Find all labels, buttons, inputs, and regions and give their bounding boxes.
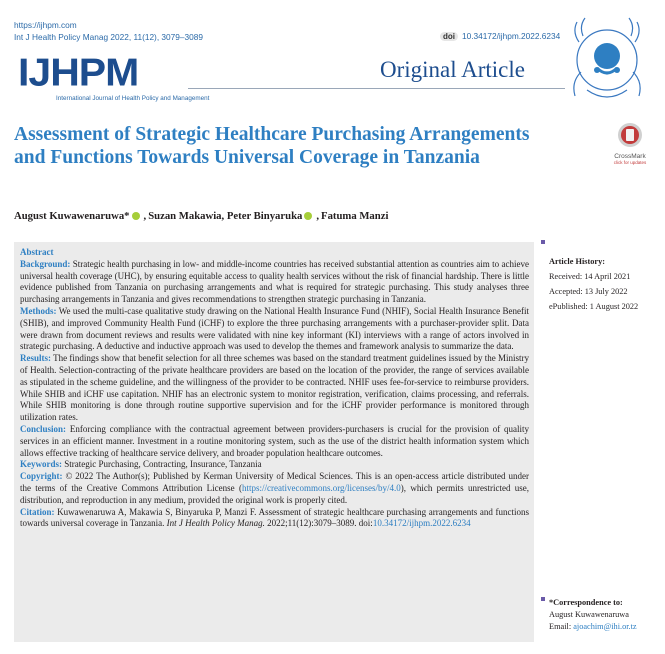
journal-url[interactable]: https://ijhpm.com	[14, 20, 77, 30]
journal-logo: IJHPM	[18, 50, 139, 94]
header-divider	[188, 88, 565, 89]
journal-emblem-icon	[557, 12, 657, 112]
correspondence-name: August Kuwawenaruwa	[549, 610, 629, 619]
methods-label: Methods:	[20, 305, 57, 316]
article-type: Original Article	[380, 57, 525, 82]
copyright-label: Copyright:	[20, 471, 63, 482]
doi-link[interactable]: 10.34172/ijhpm.2022.6234	[462, 31, 561, 41]
license-link[interactable]: https://creativecommons.org/licenses/by/4.0	[241, 482, 401, 493]
author-1: August Kuwawenaruwa*	[14, 210, 130, 222]
epublished-date: ePublished: 1 August 2022	[549, 302, 639, 311]
background-text: Strategic health purchasing in low- and middle-income countries has received substantial attention as countries aim to achieve universal health coverage (UHC), by ensuring equitable access to quality health services without the risk of financial hardship. There is little evidence published from Tanzania on purchasing arrangements and what is required for strategic purchasing. This study analyses three purchasing arrangements in Tanzania and gives recommendations to strengthen strategic purchasing in Tanzania.	[20, 258, 530, 305]
results-text: The findings show that benefit selection for all three schemes was based on the standard treatment guidelines issued by the Ministry of Health. Selection-contracting of the private healthcare providers are based on the location of the provider, the range of services available as stipulated in the scheme guideline, and the willingness of the provider to be contracted. NHIF uses fee-for-service to reimburse providers. While SHIB and iCHF use capitation. NHIF has an electronic system to monitor registration, verification, claims processing, and referrals. While SHIB monitoring is done through routine supportive supervision and for the iCHF provider performance is monitored through utilization rates.	[20, 353, 529, 423]
citation-text: Kuwawenaruwa A, Makawia S, Binyaruka P, Manzi F. Assessment of strategic healthcare purchasing arrangements and functions towards universal coverage in Tanzania.	[20, 506, 530, 529]
journal-citation-line: Int J Health Policy Manag 2022, 11(12), 3079–3089	[14, 32, 203, 42]
received-date: Received: 14 April 2021	[549, 272, 631, 281]
copyright-text: © 2022 The Author(s); Published by Kerman University of Medical Sciences. This is an open-access article distributed under the terms of the Creative Commons Attribution License (	[20, 471, 530, 493]
email-link[interactable]: ajoachim@ihi.or.tz	[573, 622, 637, 631]
correspondence-heading: *Correspondence to:	[549, 598, 623, 607]
email-label: Email:	[549, 622, 572, 631]
crossmark-icon	[617, 122, 643, 148]
abstract-heading: Abstract	[20, 247, 54, 257]
correspondence	[549, 597, 637, 633]
abstract	[20, 247, 529, 530]
background-label: Background:	[20, 258, 71, 269]
article-history	[549, 254, 638, 314]
history-marker	[541, 240, 545, 244]
doi-badge-icon: doi	[440, 32, 458, 41]
methods-text: We used the multi-case qualitative study drawing on the National Health Insurance Fund (NHIF), Social Health Insurance Benefit (SHIB), and improved Community Health Fund (iCHF) to explore the three purchasing arrangements with a purchaser-provider split. Data were drawn from document reviews and results were validated with nine key informant (KI) interviews with a range of actors involved in strategic purchasing. A deductive and inductive approach was used to develop the themes and framework analysis to summarize the data.	[20, 305, 530, 352]
copyright-text-end: ), which permits unrestricted use, distribution, and reproduction in any medium, provided the original work is properly cited.	[20, 482, 529, 505]
orcid-icon[interactable]	[132, 212, 140, 220]
doi-header[interactable]	[440, 31, 560, 41]
article-title: Assessment of Strategic Healthcare Purchasing Arrangements and Functions Towards Universal Coverage in Tanzania	[14, 124, 530, 168]
author-2-3: Suzan Makawia, Peter Binyaruka	[148, 210, 303, 222]
crossmark-label: CrossMark	[614, 153, 646, 160]
crossmark-sublabel: click for updates	[613, 160, 647, 165]
citation-volume: 2022;11(12):3079–3089. doi:	[267, 518, 373, 529]
crossmark-button[interactable]	[612, 122, 648, 165]
accepted-date: Accepted: 13 July 2022	[549, 287, 628, 296]
author-4: Fatuma Manzi	[321, 210, 389, 222]
conclusion-text: Enforcing compliance with the contractual agreement between providers-purchasers is crucial for the provision of quality services in an efficient manner. Investment in a routine monitoring system, such as the use of the district health information system which allows effective tracking of healthcare service delivery, and broader population healthcare outcomes.	[20, 423, 529, 458]
orcid-icon[interactable]	[304, 212, 312, 220]
citation-label: Citation:	[20, 506, 55, 517]
conclusion-label: Conclusion:	[20, 423, 67, 434]
history-heading: Article History:	[549, 257, 605, 266]
journal-logo-subtitle: International Journal of Health Policy and Management	[56, 95, 210, 102]
citation-doi-link[interactable]: 10.34172/ijhpm.2022.6234	[372, 518, 471, 529]
keywords-text: Strategic Purchasing, Contracting, Insurance, Tanzania	[64, 459, 262, 470]
citation-journal: Int J Health Policy Manag.	[166, 518, 265, 529]
keywords-label: Keywords:	[20, 459, 62, 470]
results-label: Results:	[20, 353, 51, 364]
correspondence-marker	[541, 597, 545, 601]
author-list: August Kuwawenaruwa* , Suzan Makawia, Peter Binyaruka , Fatuma Manzi	[14, 210, 389, 222]
